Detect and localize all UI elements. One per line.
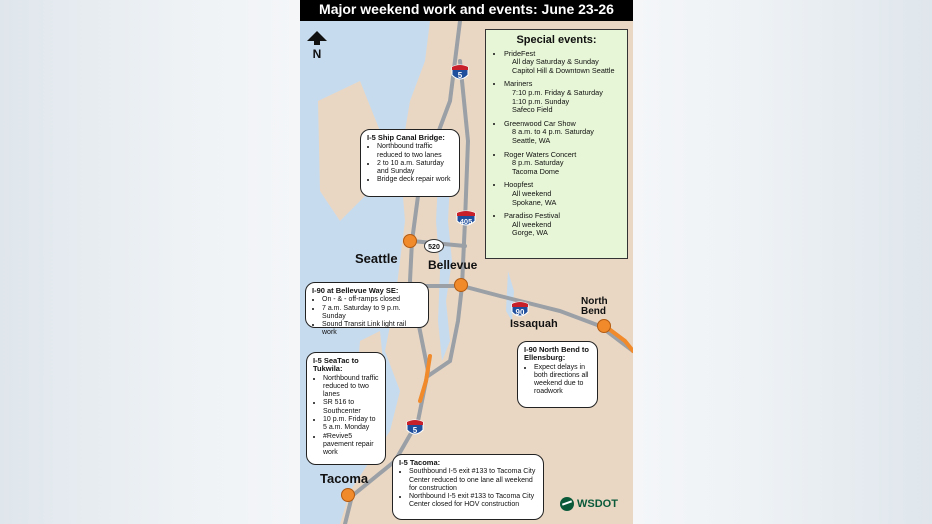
event-name: PrideFest	[504, 48, 536, 58]
event-item	[504, 151, 619, 177]
callout-seatac	[306, 352, 386, 465]
callout-title: I-5 Tacoma:	[399, 458, 441, 467]
event-name: Mariners	[504, 79, 533, 89]
wsdot-logo-icon	[560, 497, 574, 511]
background-right	[632, 0, 932, 524]
svg-text:90: 90	[515, 308, 525, 317]
event-detail: All day Saturday & Sunday	[512, 57, 599, 67]
callout-item: • 7 a.m. Saturday to 9 p.m. Sunday	[322, 305, 422, 322]
callout-item: • SR 516 to Southcenter	[323, 399, 379, 416]
event-detail: Spokane, WA	[512, 197, 557, 207]
event-detail: 7:10 p.m. Friday & Saturday	[512, 87, 603, 97]
callout-item: • #Revive5 pavement repair work	[323, 433, 379, 458]
svg-text:520: 520	[428, 244, 440, 251]
event-item	[504, 50, 619, 76]
callout-title: I-90 North Bend to Ellensburg:	[524, 345, 589, 363]
event-detail: 8 a.m. to 4 p.m. Saturday	[512, 127, 594, 137]
event-detail: Gorge, WA	[512, 228, 548, 238]
map-poster	[300, 0, 633, 524]
city-label-north-bend: North Bend	[581, 296, 608, 317]
special-events-panel	[485, 29, 628, 259]
event-item	[504, 120, 619, 146]
callout-title: I-5 Ship Canal Bridge:	[367, 133, 445, 142]
event-detail: Tacoma Dome	[512, 166, 560, 176]
compass-label: N	[312, 47, 322, 59]
wsdot-logo-text: WSDOT	[577, 498, 618, 510]
callout-item: • 2 to 10 a.m. Saturday and Sunday	[377, 160, 453, 177]
event-name: Roger Waters Concert	[504, 149, 577, 159]
event-detail: Safeco Field	[512, 105, 553, 115]
callout-item: • 10 p.m. Friday to 5 a.m. Monday	[323, 416, 379, 433]
special-events-heading: Special events:	[516, 34, 597, 46]
event-name: Paradiso Festival	[504, 211, 560, 221]
city-label-issaquah: Issaquah	[510, 318, 558, 330]
interstate-405-shield-icon	[455, 209, 477, 234]
callout-item: • Southbound I-5 exit #133 to Tacoma City Center reduced to one lane all weekend for construction	[409, 468, 537, 493]
event-detail: 8 p.m. Saturday	[512, 158, 564, 168]
event-detail: 1:10 p.m. Sunday	[512, 96, 570, 106]
callout-i90-bellevue	[305, 282, 429, 337]
event-item	[504, 181, 619, 207]
svg-text:405: 405	[459, 217, 473, 226]
special-events-list	[494, 50, 619, 238]
event-detail: All weekend	[512, 219, 552, 229]
north-arrow-icon	[307, 31, 327, 59]
event-name: Hoopfest	[504, 180, 534, 190]
event-name: Greenwood Car Show	[504, 118, 576, 128]
city-label-tacoma: Tacoma	[320, 471, 369, 486]
background-left	[0, 0, 300, 524]
traffic-map	[300, 21, 633, 524]
callout-title: I-90 at Bellevue Way SE:	[312, 286, 399, 295]
city-label-seattle: Seattle	[355, 251, 398, 266]
callout-title: I-5 SeaTac to Tukwila:	[313, 356, 359, 374]
event-detail: Capitol Hill & Downtown Seattle	[512, 65, 615, 75]
callout-item: • Northbound I-5 exit #133 to Tacoma City Center closed for HOV construction	[409, 493, 537, 510]
callout-item: • Expect delays in both directions all weekend due to roadwork	[534, 364, 591, 397]
event-item	[504, 212, 619, 238]
event-detail: Seattle, WA	[512, 135, 551, 145]
wsdot-logo	[560, 497, 618, 511]
callout-north-bend	[517, 341, 598, 408]
city-label-bellevue: Bellevue	[428, 258, 478, 272]
callout-item: • Northbound traffic reduced to two lanes	[323, 375, 379, 400]
callout-ship-canal	[360, 129, 460, 197]
ship-canal-marker[interactable]	[403, 234, 417, 248]
callout-item: • On - & - off-ramps closed	[322, 296, 422, 304]
north-bend-marker[interactable]	[597, 319, 611, 333]
callout-tacoma	[392, 454, 544, 520]
i90-bellevue-marker[interactable]	[454, 278, 468, 292]
poster-title: Major weekend work and events: June 23-26	[319, 1, 614, 17]
interstate-5-south-shield-icon	[405, 418, 425, 443]
event-detail: All weekend	[512, 188, 552, 198]
svg-text:5: 5	[457, 71, 463, 80]
tacoma-marker[interactable]	[341, 488, 355, 502]
event-item	[504, 80, 619, 114]
interstate-5-shield-icon	[450, 63, 470, 88]
callout-item: • Northbound traffic reduced to two lanes	[377, 143, 453, 160]
callout-item: • Bridge deck repair work	[377, 176, 453, 184]
svg-text:5: 5	[412, 426, 418, 435]
callout-item: • Sound Transit Link light rail work	[322, 321, 422, 338]
sr-520-shield-icon	[424, 239, 444, 258]
